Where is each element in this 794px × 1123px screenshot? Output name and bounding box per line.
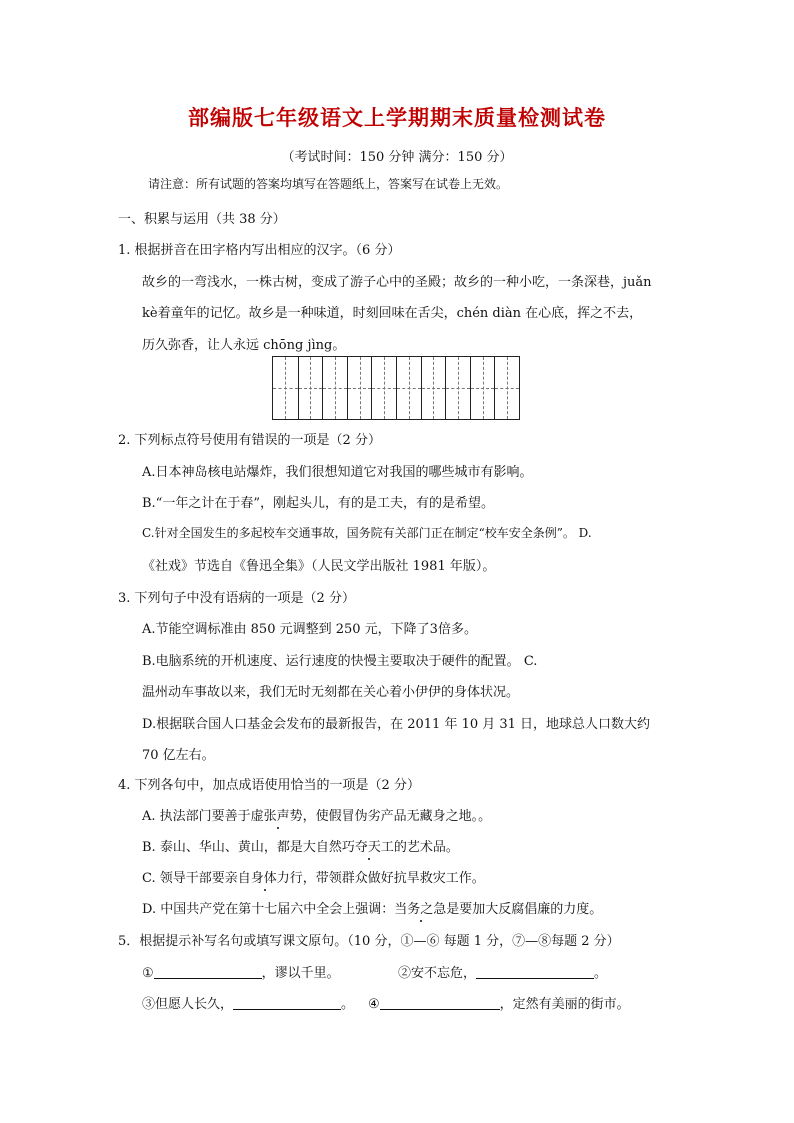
q5-item-3-text: ③但愿人长久，	[142, 997, 234, 1012]
q4-option-b	[142, 836, 459, 855]
q5-item-1-text: ，谬以千里。	[261, 966, 340, 981]
dotted-idiom: 巧夺天工	[342, 836, 394, 855]
grid-cell[interactable]	[445, 357, 470, 419]
notice: 请注意：所有试题的答案均填写在答题纸上，答案写在试卷上无效。	[148, 177, 509, 191]
answer-blank[interactable]	[154, 964, 262, 979]
q2-option-d: 《社戏》节选自《鲁迅全集》（人民文学出版社 1981 年版）。	[142, 559, 496, 574]
dotted-idiom: 亲自身体力行	[225, 867, 303, 886]
q2-stem: 2. 下列标点符号使用有错误的一项是（2 分）	[118, 433, 381, 448]
q5-item-1-label: ①	[142, 966, 154, 981]
q5-item-4	[368, 993, 630, 1012]
q4-c-pre: C. 领导干部要	[142, 871, 225, 886]
tian-grid[interactable]	[272, 356, 520, 420]
q4-d-pre: D. 中国共产党在第十七届六中全会上强调：	[142, 902, 395, 917]
grid-cell[interactable]	[298, 357, 323, 419]
q5-stem: 5．根据提示补写名句或填写课文原句。（10 分，①—⑥ 每题 1 分，⑦—⑧每题 2 分）	[118, 934, 620, 949]
q5-item-3-end: 。	[341, 997, 355, 1012]
exam-info: （考试时间：150 分钟 满分：150 分）	[281, 150, 513, 165]
dotted-idiom: 虚张声势	[251, 805, 303, 824]
grid-cell[interactable]	[421, 357, 446, 419]
answer-blank[interactable]	[233, 995, 341, 1010]
q4-option-a	[142, 805, 491, 824]
q2-option-a: A.日本神岛核电站爆炸，我们很想知道它对我国的哪些城市有影响。	[142, 465, 533, 480]
q5-item-4-text: ，定然有美丽的街市。	[499, 997, 630, 1012]
q4-a-post: ，使假冒伪劣产品无藏身之地。。	[302, 809, 492, 824]
q3-option-d-line1: D.根据联合国人口基金会发布的最新报告，在 2011 年 10 月 31 日，地球总人口数大约	[142, 717, 651, 732]
q1-line2: kè着童年的记忆。故乡是一种味道，时刻回味在舌尖，chén diàn 在心底，挥之不去，	[142, 306, 643, 321]
q4-b-pre: B. 泰山、华山、黄山，都是大自然	[142, 840, 342, 855]
grid-cell[interactable]	[347, 357, 372, 419]
grid-cell[interactable]	[273, 357, 298, 419]
q4-option-d	[142, 898, 602, 917]
q5-item-2	[398, 962, 607, 981]
dotted-idiom: 当务之急	[394, 898, 446, 917]
q4-c-post: ，带领群众做好抗旱救灾工作。	[302, 871, 485, 886]
q3-option-d-line2: 70 亿左右。	[142, 748, 215, 763]
q5-item-2-text: ②安不忘危，	[398, 966, 477, 981]
grid-cell[interactable]	[322, 357, 347, 419]
q3-option-a: A.节能空调标准由 850 元调整到 250 元，下降了3倍多。	[142, 622, 477, 637]
answer-blank[interactable]	[380, 995, 500, 1010]
q5-item-2-end: 。	[594, 966, 608, 981]
q5-item-1	[142, 962, 340, 981]
page-title: 部编版七年级语文上学期期末质量检测试卷	[188, 105, 606, 130]
grid-cell[interactable]	[371, 357, 396, 419]
q4-b-post: 的艺术品。	[393, 840, 459, 855]
q4-d-post: 是要加大反腐倡廉的力度。	[446, 902, 603, 917]
q4-a-pre: A. 执法部门要善于	[142, 809, 251, 824]
q5-item-3	[142, 993, 354, 1012]
q4-option-c	[142, 867, 485, 886]
q2-option-b: B.“一年之计在于春”，刚起头儿，有的是工夫，有的是希望。	[142, 496, 494, 511]
q1-line1: 故乡的一弯浅水，一株古树，变成了游子心中的圣殿；故乡的一种小吃，一条深巷，juǎn	[142, 275, 652, 290]
q1-line3: 历久弥香，让人永远 chōng jìng。	[142, 338, 346, 353]
grid-cell[interactable]	[470, 357, 495, 419]
q3-option-c: 温州动车事故以来，我们无时无刻都在关心着小伊伊的身体状况。	[142, 685, 520, 700]
q2-option-c: C.针对全国发生的多起校车交通事故，国务院有关部门正在制定“校车安全条例”。 D.	[142, 526, 592, 540]
answer-blank[interactable]	[476, 964, 594, 979]
q4-stem: 4. 下列各句中，加点成语使用恰当的一项是（2 分）	[118, 778, 420, 793]
grid-cell[interactable]	[396, 357, 421, 419]
q1-stem: 1. 根据拼音在田字格内写出相应的汉字。（6 分）	[118, 243, 401, 258]
q3-stem: 3. 下列句子中没有语病的一项是（2 分）	[118, 591, 355, 606]
q5-item-4-label: ④	[368, 997, 380, 1012]
q3-option-b: B.电脑系统的开机速度、运行速度的快慢主要取决于硬件的配置。 C.	[142, 654, 538, 669]
grid-cell[interactable]	[494, 357, 519, 419]
section-heading: 一、积累与运用（共 38 分）	[118, 212, 286, 227]
